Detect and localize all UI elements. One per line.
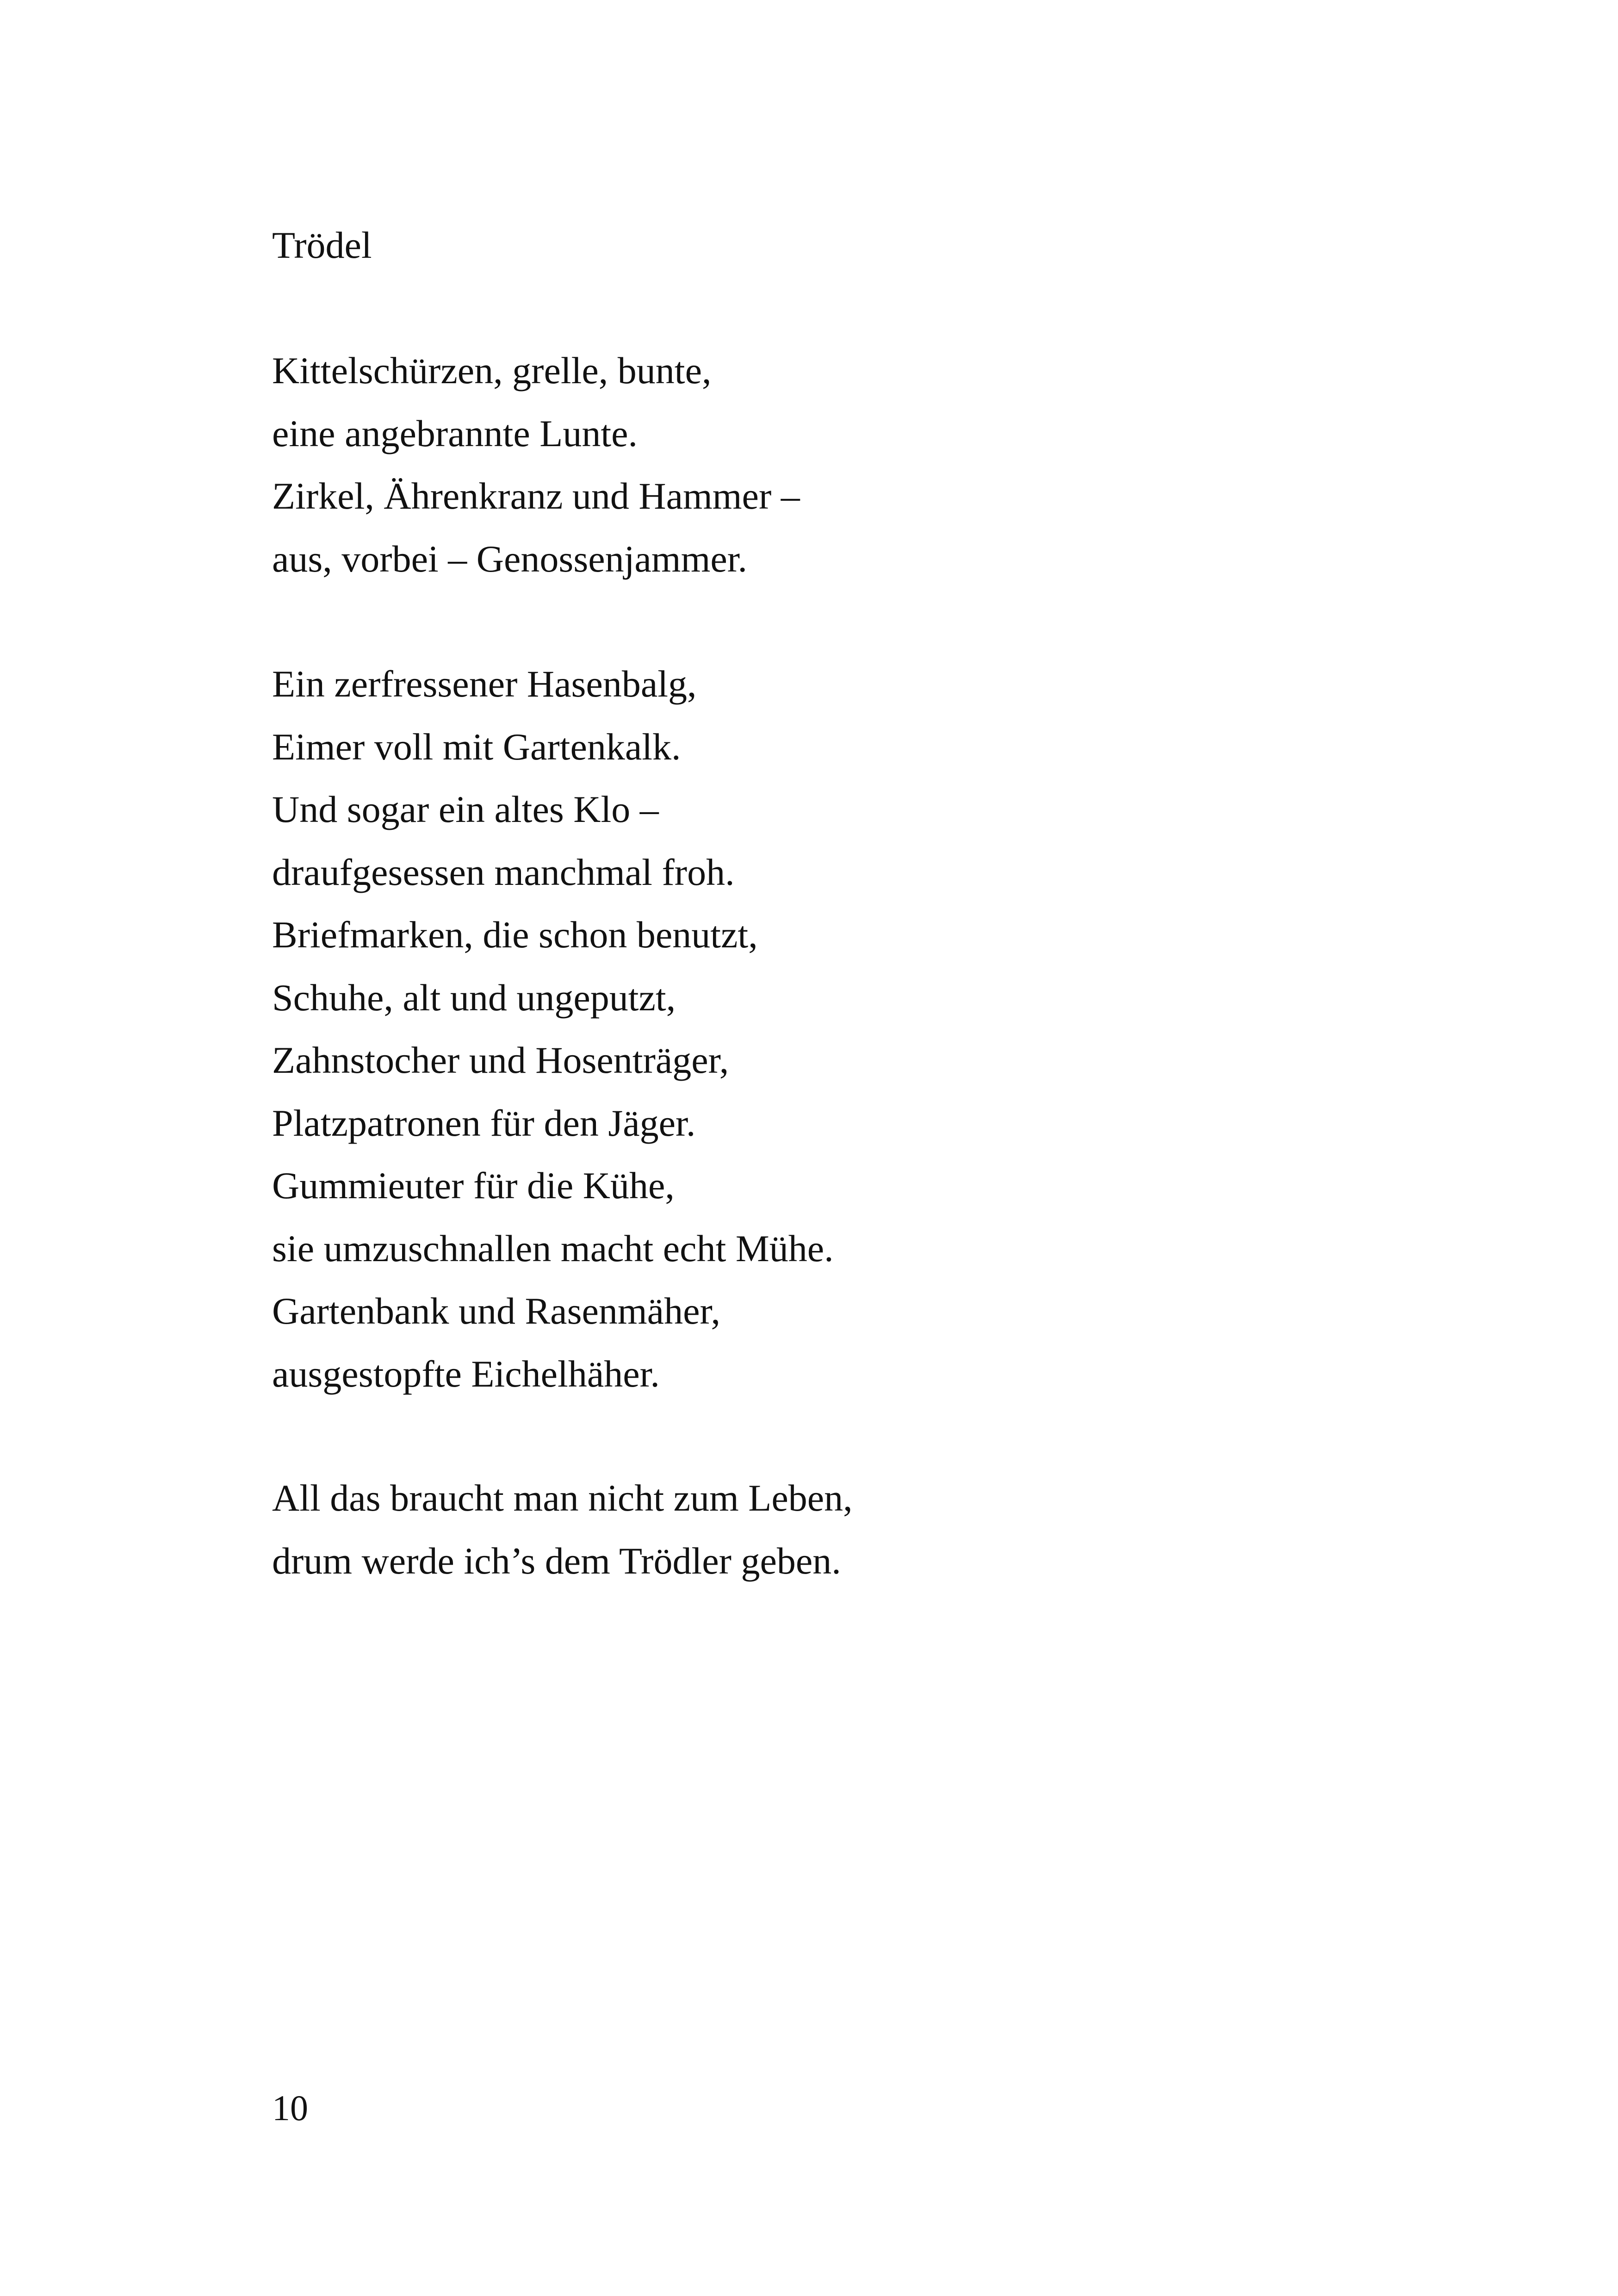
stanza-1 xyxy=(272,339,800,590)
poem-line: aus, vorbei – Genossenjammer. xyxy=(272,537,748,580)
poem-line: Ein zerfressener Hasenbalg, xyxy=(272,663,697,705)
poem-line: Eimer voll mit Gartenkalk. xyxy=(272,725,681,768)
poem-line: eine angebrannte Lunte. xyxy=(272,412,638,454)
poem-line: ausgestopfte Eichelhäher. xyxy=(272,1352,660,1395)
poem-line: draufgesessen manchmal froh. xyxy=(272,851,735,893)
poem-line: Kittelschürzen, grelle, bunte, xyxy=(272,349,712,392)
poem-line: Schuhe, alt und ungeputzt, xyxy=(272,976,676,1019)
poem-line: drum werde ich’s dem Trödler geben. xyxy=(272,1539,841,1582)
poem-line: Zirkel, Ährenkranz und Hammer – xyxy=(272,475,800,517)
poem-line: sie umzuschnallen macht echt Mühe. xyxy=(272,1227,834,1269)
poem-line: Gummieuter für die Kühe, xyxy=(272,1164,675,1207)
poem-line: Gartenbank und Rasenmäher, xyxy=(272,1290,720,1332)
poem-line: All das braucht man nicht zum Leben, xyxy=(272,1477,853,1519)
poem-line: Briefmarken, die schon benutzt, xyxy=(272,914,758,956)
poem-line: Platzpatronen für den Jäger. xyxy=(272,1101,696,1144)
poem-line: Zahnstocher und Hosenträger, xyxy=(272,1039,729,1081)
page-number: 10 xyxy=(272,2088,308,2128)
stanza-3 xyxy=(272,1467,853,1592)
poem-line: Und sogar ein altes Klo – xyxy=(272,788,659,830)
poem-title: Trödel xyxy=(272,224,372,266)
stanza-2 xyxy=(272,653,834,1405)
